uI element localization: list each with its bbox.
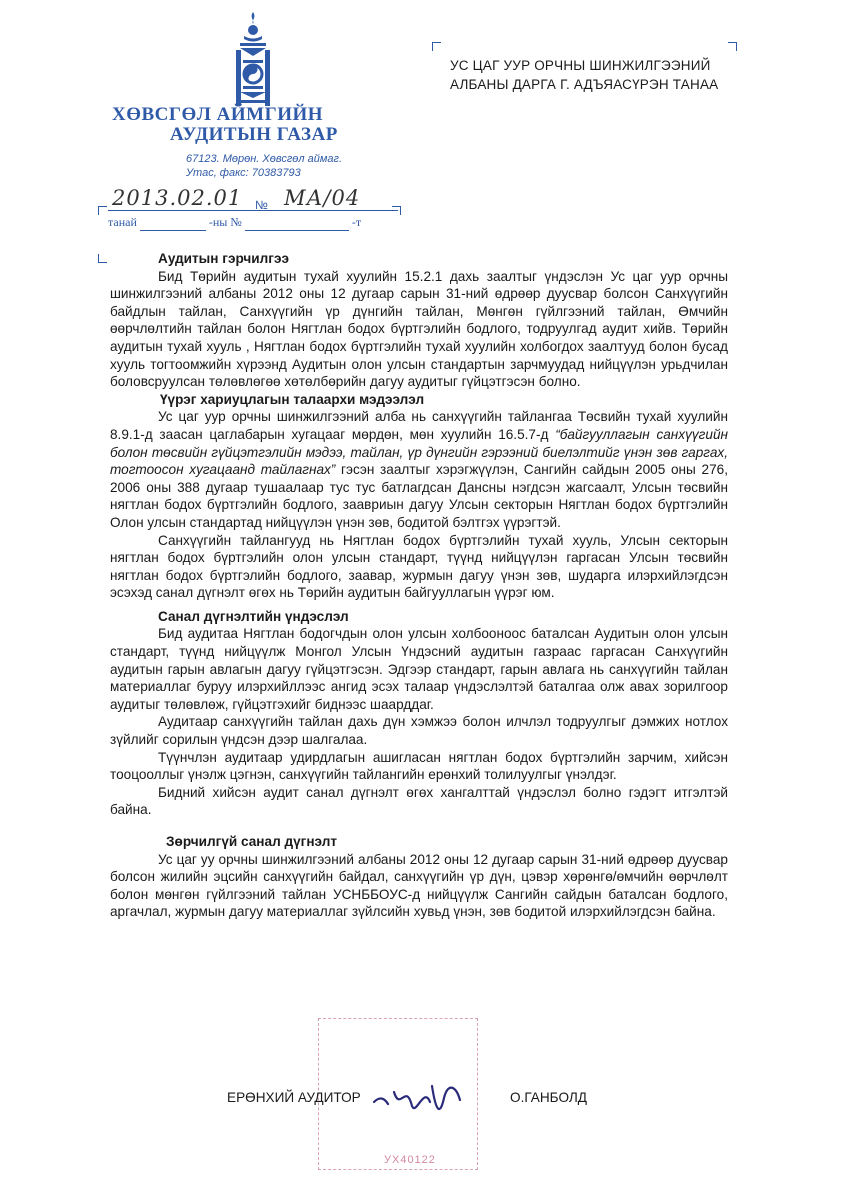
section-title-audit-certificate: Аудитын гэрчилгээ bbox=[158, 251, 289, 266]
org-address bbox=[186, 152, 386, 180]
handwritten-signature bbox=[370, 1072, 470, 1122]
reply-ref-end: -т bbox=[351, 215, 362, 229]
section-title-opinion-basis: Санал дүгнэлтийн үндэслэл bbox=[158, 608, 349, 624]
address-text: 67123. Мөрөн. Хөвсгөл аймаг. bbox=[186, 153, 343, 165]
paragraph: Бидний хийсэн аудит санал дүгнэлт өгөх хангалттай үндэслэл болно гэдэгт итгэлтэй байна. bbox=[110, 784, 728, 818]
date-underline bbox=[108, 210, 398, 211]
paragraph: Бид Төрийн аудитын тухай хуулийн 15.2.1 дахь заалтыг үндэслэн Ус цаг уур орчны шинжилгээний албаны 2012 оны 12 дугаар сарын 31-ний өдрөөр дуусвар болсон Санхүүгийн байдлын тайлан, Санхүүгийн үр дүнгийн тайлан, Мөнгөн гүйлгээний тайлан, Өмчийн өөрчлөлтийн тайлан болон Нягтлан бодох бүртгэлийн бодлого, тодруулгад аудит хийв. Төрийн аудитын тухай хууль , Нягтлан бодох бүртгэлийн тухай хуулийн холбогдох заалтууд болон бусад хууль тогтоомжийн хүрээнд Аудитын олон улсын стандартын зарчмуудад нийцүүлэн урьдчилан боловсруулсан төлөвлөгөө хөтөлбөрийн дагуу аудитыг гүйцэтгэсэн болно. bbox=[110, 268, 728, 390]
phone-text: Утас, факс: 70383793 bbox=[186, 167, 301, 179]
recipient-corner-mark bbox=[728, 42, 737, 51]
signatory-title: ЕРӨНХИЙ АУДИТОР bbox=[227, 1090, 361, 1105]
soyombo-emblem-icon bbox=[224, 10, 282, 110]
recipient-line2: АЛБАНЫ ДАРГА Г. АДЪЯАСҮРЭН ТАНАА bbox=[450, 77, 719, 92]
section-title-responsibility: Үүрэг хариуцлагын талаархи мэдээлэл bbox=[160, 391, 425, 407]
paragraph bbox=[110, 408, 728, 531]
stamp-number: УХ40122 bbox=[384, 1154, 436, 1166]
reply-ref-number-blank bbox=[245, 215, 349, 231]
reply-reference-row bbox=[108, 215, 361, 231]
paragraph: Санхүүгийн тайлангууд нь Нягтлан бодох бүртгэлийн тухай хууль, Улсын секторын нягтлан бодох бүртгэлийн олон улсын стандарт, түүнд нийцүүлэн гаргасан Улсын төсвийн нягтлан бодох бүртгэлийн бодлого, заавар, журмын дагуу үнэн зөв, шударга илэрхийлэгдсэн эсэхэд санал дүгнэлт өгөх нь Төрийн аудитын байгууллагын үүрэг юм. bbox=[110, 532, 728, 601]
recipient-corner-mark bbox=[432, 42, 441, 51]
handwritten-date: 2013.02.01 bbox=[112, 186, 243, 210]
reference-corner-mark bbox=[392, 206, 401, 215]
signatory-name: О.ГАНБОЛД bbox=[510, 1090, 588, 1105]
paragraph: Түүнчлэн аудитаар удирдлагын ашигласан нягтлан бодох бүртгэлийн зарчим, хийсэн тооцооллыг үнэлж цэгнэн, санхүүгийн тайлангийн ерөнхий толилуулгыг үнэлдэг. bbox=[110, 749, 728, 783]
recipient-block bbox=[450, 56, 750, 94]
paragraph: Аудитаар санхүүгийн тайлан дахь дүн хэмжээ болон илчлэл тодруулгыг дэмжих нотлох зүйлийг сорилын үндсэн дээр шалгалаа. bbox=[110, 714, 728, 748]
paragraph: Ус цаг уу орчны шинжилгээний албаны 2012 оны 12 дугаар сарын 31-ний өдрөөр дуусвар болсон жилийн эцсийн санхүүгийн байдал, санхүүгийн үр дүн, цэвэр хөрөнгө/өмчийн өөрчлөлт болон мөнгөн гүйлгээний тайлан УСНББОУС-д нийцүүлж Сангийн сайдын баталсан бодлого, аргачлал, журмын дагуу материаллаг зүйлсийн хувьд үнэн, зөв бодитой илэрхийлэгдсэн байна. bbox=[110, 851, 728, 920]
paragraph: Бид аудитаа Нягтлан бодогчдын олон улсын холбооноос баталсан Аудитын олон улсын стандарт, түүнд нийцүүлж Монгол Улсын Үндэсний аудитын газраас гаргасан Санхүүгийн аудитын гарын авлагын дагуу гүйцэтгэсэн. Эдгээр стандарт, гарын авлага нь санхүүгийн тайлан материаллаг буруу илэрхийллээс ангид эсэх талаар үндэслэлтэй баталгаа олж авах зорилгоор аудитыг төлөвлөж, гүйцэтгэхийг биднээс шаарддаг. bbox=[110, 626, 728, 712]
recipient-line1: УС ЦАГ УУР ОРЧНЫ ШИНЖИЛГЭЭНИЙ bbox=[450, 58, 711, 73]
handwritten-letter-number: МА/04 bbox=[284, 186, 361, 210]
letter-body bbox=[110, 250, 728, 921]
paragraph-text: Ус цаг уур орчны шинжилгээний алба нь санхүүгийн тайлангаа Төсвийн тухай хуулийн 8.9.1-д заасан цаглабарын хугацааг мөрдөн, мөн хуулийн 16.5.7-д bbox=[110, 409, 728, 442]
reference-corner-mark bbox=[98, 254, 107, 263]
org-name-line2: АУДИТЫН ГАЗАР bbox=[170, 124, 338, 145]
section-title-unqualified-opinion: Зөрчилгүй санал дүгнэлт bbox=[166, 834, 338, 849]
org-name-line1: ХӨВСГӨЛ АЙМГИЙН bbox=[112, 104, 324, 125]
reply-ref-label: танай bbox=[108, 215, 137, 229]
paragraph-text: гэсэн заалтыг хэрэгжүүлэн, Сангийн сайдын 2005 оны 276, 2006 оны 388 дугаар тушаалаар тус тус батлагдсан Дансны нэгдсэн жагсаалт, Улсын төсвийн нягтлан бодох бүртгэлийн бодлого, заавриын дагуу Улсын секторын Нягтлан бодох бүртгэлийн Олон улсын стандартад нийцүүлэн үнэн зөв, бодитой бэлтгэх үүрэгтэй. bbox=[110, 462, 728, 530]
quoted-law-text: “байгууллагын санхүүгийн болон төсвийн гүйцэтгэлийн мэдээ, тайлан, үр дүнгийн гэрээний биелэлтийг үнэн зөв гаргах, тогтоосон хугацаанд тайлагнах” bbox=[110, 426, 728, 478]
reference-corner-mark bbox=[98, 206, 107, 215]
number-label: № bbox=[255, 198, 268, 212]
reply-ref-blank bbox=[140, 215, 206, 231]
reply-ref-mid: -ны № bbox=[208, 215, 242, 229]
